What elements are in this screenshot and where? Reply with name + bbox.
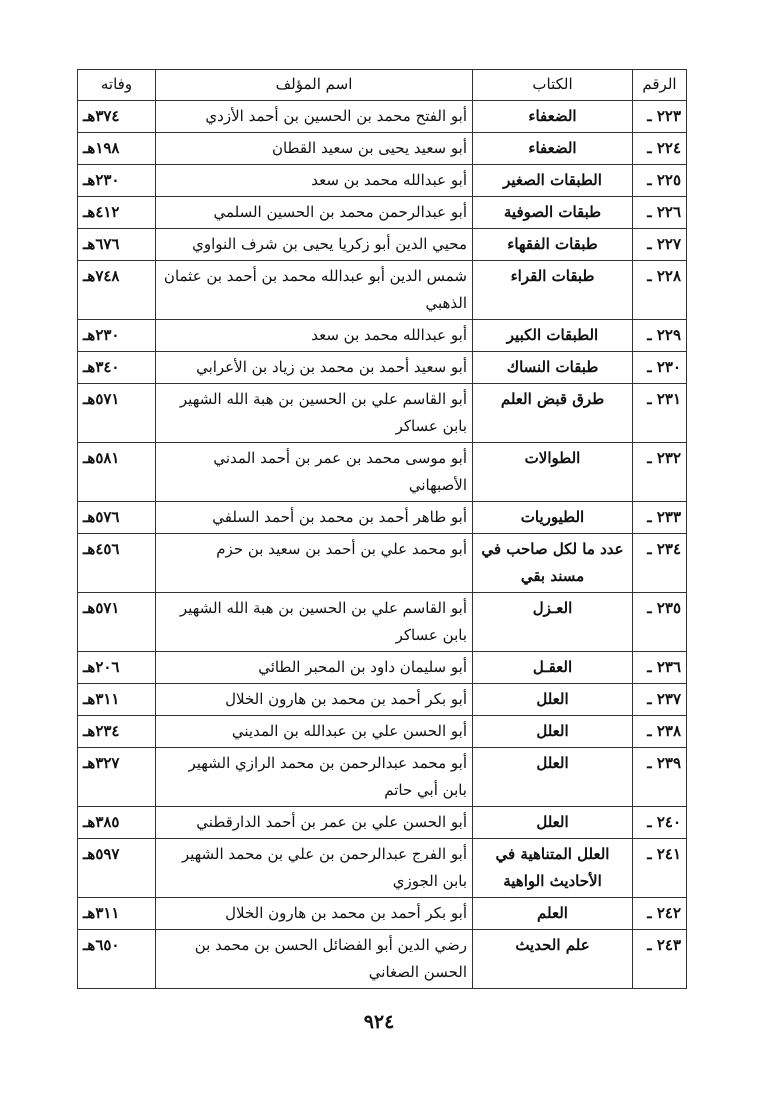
row-author-name: أبو عبدالله محمد بن سعد	[156, 320, 473, 352]
row-book-title: الطوالات	[473, 443, 633, 502]
row-number: ٢٣٢ ـ	[633, 443, 687, 502]
row-book-title: العلل	[473, 807, 633, 839]
row-author-name: أبو موسى محمد بن عمر بن أحمد المدني الأصبهاني	[156, 443, 473, 502]
row-death-year: ٣٨٥هـ	[78, 807, 156, 839]
row-book-title: طبقات الصوفية	[473, 197, 633, 229]
row-author-name: شمس الدين أبو عبدالله محمد بن أحمد بن عثمان الذهبي	[156, 261, 473, 320]
table-row	[78, 133, 687, 165]
row-death-year: ٥٧١هـ	[78, 593, 156, 652]
table-row	[78, 352, 687, 384]
table-row	[78, 898, 687, 930]
row-number: ٢٤١ ـ	[633, 839, 687, 898]
row-death-year: ١٩٨هـ	[78, 133, 156, 165]
row-author-name: أبو سعيد يحيى بن سعيد القطان	[156, 133, 473, 165]
row-book-title: العقـل	[473, 652, 633, 684]
row-author-name: أبو الحسن علي بن عبدالله بن المديني	[156, 716, 473, 748]
row-death-year: ٢٠٦هـ	[78, 652, 156, 684]
row-death-year: ٦٧٦هـ	[78, 229, 156, 261]
row-author-name: أبو عبدالرحمن محمد بن الحسين السلمي	[156, 197, 473, 229]
table-row	[78, 101, 687, 133]
row-book-title: الضعفاء	[473, 101, 633, 133]
table-row	[78, 839, 687, 898]
row-book-title: طبقات النساك	[473, 352, 633, 384]
table-row	[78, 502, 687, 534]
row-death-year: ٥٩٧هـ	[78, 839, 156, 898]
row-book-title: طبقات القراء	[473, 261, 633, 320]
row-author-name: أبو الفتح محمد بن الحسين بن أحمد الأزدي	[156, 101, 473, 133]
row-number: ٢٤٣ ـ	[633, 930, 687, 989]
row-number: ٢٣٦ ـ	[633, 652, 687, 684]
row-book-title: علم الحديث	[473, 930, 633, 989]
row-number: ٢٤٢ ـ	[633, 898, 687, 930]
row-book-title: الطبقات الكبير	[473, 320, 633, 352]
row-death-year: ٥٨١هـ	[78, 443, 156, 502]
row-number: ٢٣٧ ـ	[633, 684, 687, 716]
row-death-year: ٤١٢هـ	[78, 197, 156, 229]
table-body	[78, 101, 687, 989]
row-book-title: العلل	[473, 684, 633, 716]
row-author-name: أبو الفرج عبدالرحمن بن علي بن محمد الشهير بابن الجوزي	[156, 839, 473, 898]
row-book-title: الضعفاء	[473, 133, 633, 165]
row-number: ٢٣٤ ـ	[633, 534, 687, 593]
table-row	[78, 807, 687, 839]
table-header-row	[78, 70, 687, 101]
row-author-name: أبو محمد عبدالرحمن بن محمد الرازي الشهير بابن أبي حاتم	[156, 748, 473, 807]
row-number: ٢٣٠ ـ	[633, 352, 687, 384]
row-death-year: ٧٤٨هـ	[78, 261, 156, 320]
row-author-name: أبو القاسم علي بن الحسين بن هبة الله الشهير بابن عساكر	[156, 384, 473, 443]
table-row	[78, 261, 687, 320]
catalog-sheet	[77, 69, 681, 989]
row-number: ٢٢٣ ـ	[633, 101, 687, 133]
row-book-title: طرق قبض العلم	[473, 384, 633, 443]
row-number: ٢٢٨ ـ	[633, 261, 687, 320]
row-book-title: العلل	[473, 748, 633, 807]
row-author-name: أبو طاهر أحمد بن محمد بن أحمد السلفي	[156, 502, 473, 534]
row-death-year: ٥٧٦هـ	[78, 502, 156, 534]
row-author-name: أبو القاسم علي بن الحسين بن هبة الله الشهير بابن عساكر	[156, 593, 473, 652]
row-number: ٢٢٥ ـ	[633, 165, 687, 197]
row-death-year: ٢٣٤هـ	[78, 716, 156, 748]
row-number: ٢٣٥ ـ	[633, 593, 687, 652]
row-death-year: ٢٣٠هـ	[78, 165, 156, 197]
table-row	[78, 534, 687, 593]
row-number: ٢٣١ ـ	[633, 384, 687, 443]
header-death: وفاته	[78, 70, 156, 101]
row-death-year: ٣٧٤هـ	[78, 101, 156, 133]
row-author-name: أبو بكر أحمد بن محمد بن هارون الخلال	[156, 898, 473, 930]
row-book-title: الطبقات الصغير	[473, 165, 633, 197]
table-row	[78, 684, 687, 716]
row-author-name: رضي الدين أبو الفضائل الحسن بن محمد بن الحسن الصغاني	[156, 930, 473, 989]
header-book: الكتاب	[473, 70, 633, 101]
table-row	[78, 197, 687, 229]
row-number: ٢٣٣ ـ	[633, 502, 687, 534]
table-row	[78, 652, 687, 684]
row-book-title: عدد ما لكل صاحب في مسند بقي	[473, 534, 633, 593]
row-book-title: الطيوريات	[473, 502, 633, 534]
row-author-name: أبو عبدالله محمد بن سعد	[156, 165, 473, 197]
row-death-year: ٣٤٠هـ	[78, 352, 156, 384]
table-row	[78, 320, 687, 352]
catalog-table	[77, 69, 687, 989]
header-author: اسم المؤلف	[156, 70, 473, 101]
header-number: الرقم	[633, 70, 687, 101]
table-row	[78, 384, 687, 443]
table-row	[78, 748, 687, 807]
row-death-year: ٢٣٠هـ	[78, 320, 156, 352]
row-author-name: أبو الحسن علي بن عمر بن أحمد الدارقطني	[156, 807, 473, 839]
row-death-year: ٣١١هـ	[78, 684, 156, 716]
row-author-name: أبو سليمان داود بن المحبر الطائي	[156, 652, 473, 684]
row-author-name: أبو سعيد أحمد بن محمد بن زياد بن الأعرابي	[156, 352, 473, 384]
table-row	[78, 229, 687, 261]
row-book-title: العلم	[473, 898, 633, 930]
row-number: ٢٢٤ ـ	[633, 133, 687, 165]
row-death-year: ٥٧١هـ	[78, 384, 156, 443]
row-death-year: ٣٢٧هـ	[78, 748, 156, 807]
row-death-year: ٣١١هـ	[78, 898, 156, 930]
row-book-title: العلل	[473, 716, 633, 748]
table-row	[78, 165, 687, 197]
row-number: ٢٤٠ ـ	[633, 807, 687, 839]
row-number: ٢٣٨ ـ	[633, 716, 687, 748]
table-row	[78, 930, 687, 989]
table-row	[78, 593, 687, 652]
row-author-name: أبو بكر أحمد بن محمد بن هارون الخلال	[156, 684, 473, 716]
row-book-title: العـزل	[473, 593, 633, 652]
row-book-title: طبقات الفقهاء	[473, 229, 633, 261]
row-author-name: أبو محمد علي بن أحمد بن سعيد بن حزم	[156, 534, 473, 593]
row-number: ٢٣٩ ـ	[633, 748, 687, 807]
row-book-title: العلل المتناهية في الأحاديث الواهية	[473, 839, 633, 898]
row-death-year: ٤٥٦هـ	[78, 534, 156, 593]
row-number: ٢٢٦ ـ	[633, 197, 687, 229]
row-number: ٢٢٩ ـ	[633, 320, 687, 352]
row-death-year: ٦٥٠هـ	[78, 930, 156, 989]
page-number: ٩٢٤	[363, 1011, 395, 1033]
row-number: ٢٢٧ ـ	[633, 229, 687, 261]
table-row	[78, 716, 687, 748]
row-author-name: محيي الدين أبو زكريا يحيى بن شرف النواوي	[156, 229, 473, 261]
table-row	[78, 443, 687, 502]
